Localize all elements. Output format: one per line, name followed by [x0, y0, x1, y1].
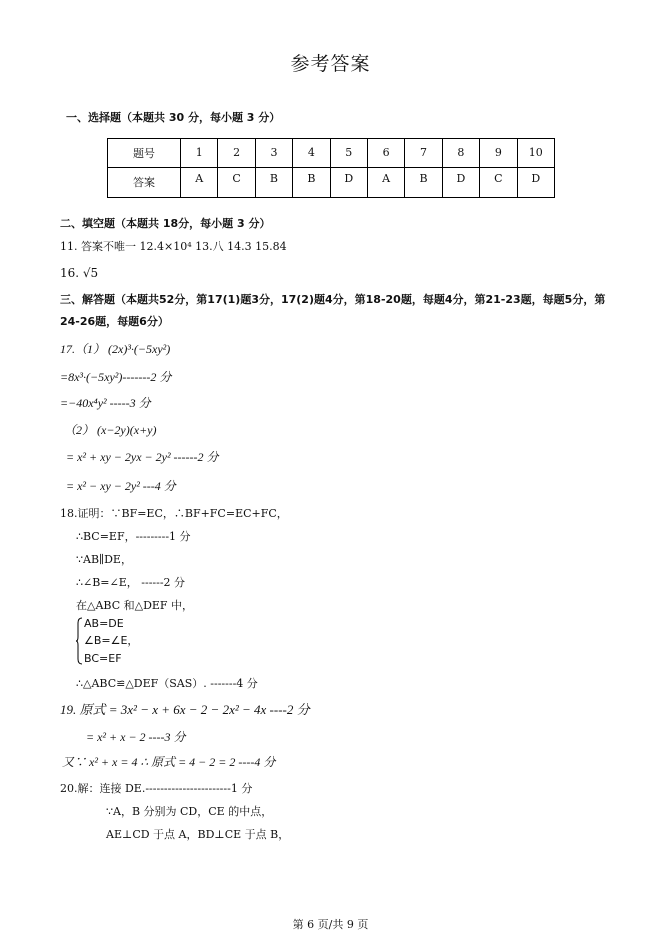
table-cell: C [218, 167, 255, 197]
table-cell: C [480, 167, 517, 197]
table-cell: A [367, 167, 404, 197]
section3-heading-line2: 24-26题，每题6分） [60, 315, 169, 328]
table-cell: D [330, 167, 367, 197]
q17-line: =−40x⁴y² -----3 分 [60, 396, 151, 410]
table-cell: B [405, 167, 442, 197]
section2-heading: 二、填空题（本题共 18分，每小题 3 分） [60, 217, 271, 230]
table-cell: A [181, 167, 218, 197]
table-row-numbers [108, 139, 555, 168]
table-cell: 7 [405, 139, 442, 168]
section3-heading-line1: 三、解答题（本题共52分，第17(1)题3分，17(2)题4分，第18-20题，每题4分，第21-23题，每题5分，第 [60, 293, 606, 306]
table-cell: 4 [293, 139, 330, 168]
table-cell: B [255, 167, 292, 197]
table-cell: 3 [255, 139, 292, 168]
q19-line: = x² + x − 2 ----3 分 [86, 730, 186, 744]
table-cell: 1 [181, 139, 218, 168]
q18-line: 18.证明：∵BF=EC，∴BF+FC=EC+FC， [60, 507, 288, 520]
section1-heading: 一、选择题（本题共 30 分，每小题 3 分） [66, 111, 281, 124]
table-cell: 2 [218, 139, 255, 168]
table-cell: D [442, 167, 479, 197]
table-cell: D [517, 167, 554, 197]
q17-line: （2） (x−2y)(x+y) [64, 423, 157, 437]
q17-line: = x² + xy − 2yx − 2y² ------2 分 [66, 450, 219, 464]
table-cell: B [293, 167, 330, 197]
q17-line: = x² − xy − 2y² ---4 分 [66, 479, 176, 493]
q17-line: =8x³·(−5xy²)-------2 分 [60, 370, 172, 384]
q19-line: 19. 原式 = 3x² − x + 6x − 2 − 2x² − 4x ----2 分 [60, 702, 310, 717]
table-cell: 5 [330, 139, 367, 168]
q18-line: ∴BC=EF，---------1 分 [76, 530, 191, 543]
q18-line: ∴∠B=∠E， ------2 分 [76, 576, 186, 589]
fill-answers-line: 11. 答案不唯一 12.4×10⁴ 13.八 14.3 15.84 [60, 240, 287, 253]
q18-line: 在△ABC 和△DEF 中， [76, 599, 194, 612]
table-cell: 8 [442, 139, 479, 168]
q18-system-line: ∠B=∠E， [84, 634, 139, 647]
q18-system-line: AB=DE [84, 617, 124, 630]
q20-line: AE⊥CD 于点 A，BD⊥CE 于点 B， [106, 828, 290, 841]
table-label-number: 题号 [108, 139, 181, 168]
q19-line: 又∵ x² + x = 4 ∴ 原式 = 4 − 2 = 2 ----4 分 [62, 755, 276, 769]
fill-answer-16: 16. √5 [60, 266, 99, 280]
left-brace-icon [76, 617, 82, 665]
q17-line: 17.（1） (2x)³·(−5xy²) [60, 342, 171, 356]
q20-line: 20.解：连接 DE.-----------------------1 分 [60, 782, 253, 795]
q20-line: ∵A，B 分别为 CD，CE 的中点， [106, 805, 273, 818]
q18-line: ∴△ABC≌△DEF（SAS）. -------4 分 [76, 677, 258, 690]
page-footer: 第 6 页/共 9 页 [292, 918, 369, 931]
table-cell: 6 [367, 139, 404, 168]
page-title: 参考答案 [290, 53, 371, 75]
table-cell: 10 [517, 139, 554, 168]
table-cell: 9 [480, 139, 517, 168]
answer-table [107, 138, 555, 198]
q18-line: ∵AB∥DE， [76, 553, 132, 566]
table-row-answers [108, 167, 555, 197]
q18-system-line: BC=EF [84, 652, 122, 665]
table-label-answer: 答案 [108, 167, 181, 197]
